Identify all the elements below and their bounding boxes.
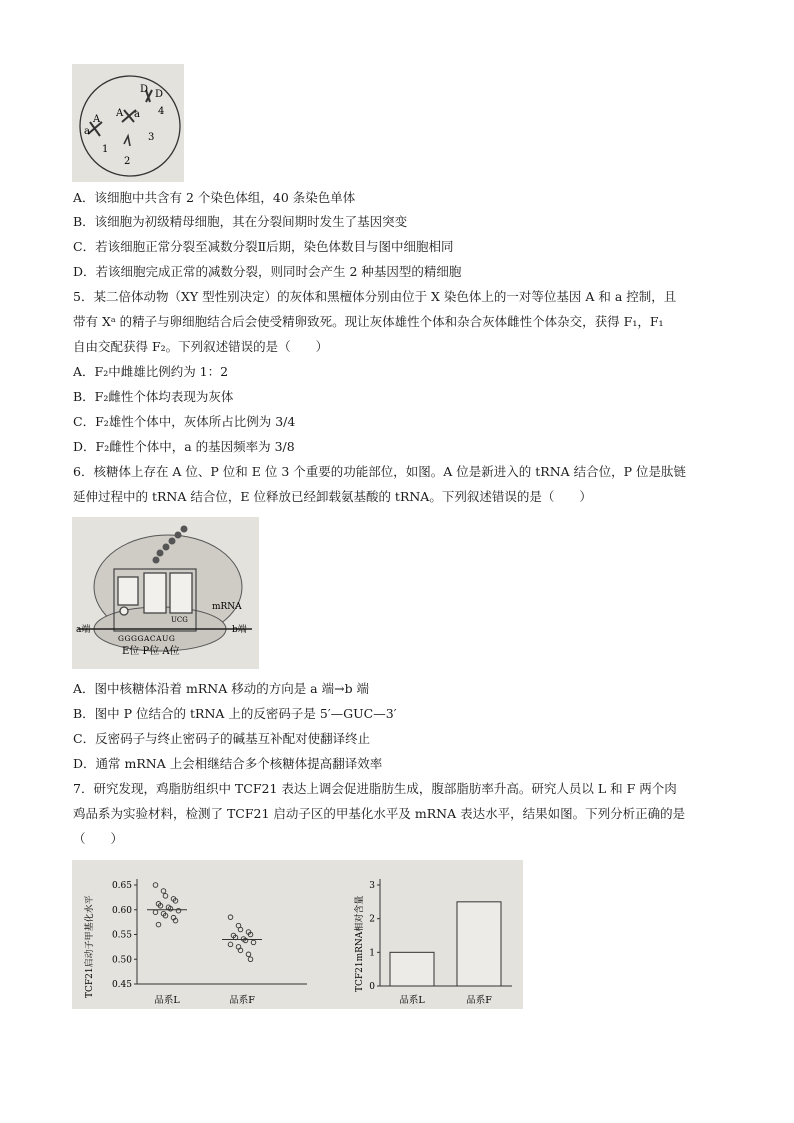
q4-option-b: B．该细胞为初级精母细胞，其在分裂间期时发生了基因突变 xyxy=(73,214,408,229)
scatter-point xyxy=(228,942,233,947)
scatter-x-label: 品系L xyxy=(154,995,180,1006)
scatter-y-tick-label: 0.65 xyxy=(111,881,132,891)
scatter-point xyxy=(161,889,166,894)
scatter-point xyxy=(246,952,251,957)
scatter-point xyxy=(156,922,161,927)
ribosome-figure xyxy=(72,517,259,669)
bar-2 xyxy=(457,902,501,986)
q7-stem-line-2: 鸡品系为实验材料，检测了 TCF21 启动子区的甲基化水平及 mRNA 表达水平，结果如图。下列分析正确的是 xyxy=(73,806,686,821)
q4-option-a: A．该细胞中共含有 2 个染色体组，40 条染色单体 xyxy=(73,190,356,205)
label-n2: 2 xyxy=(124,156,131,167)
anticodon-label: UCG xyxy=(171,616,188,624)
label-D1: D xyxy=(140,84,149,95)
q5-option-d: D．F₂雌性个体中，a 的基因频率为 3/8 xyxy=(73,439,295,454)
bar-y-tick-label: 1 xyxy=(369,948,375,959)
label-a2: a xyxy=(134,109,140,120)
label-n1: 1 xyxy=(102,144,109,155)
q6-stem-line-2: 延伸过程中的 tRNA 结合位，E 位释放已经卸载氨基酸的 tRNA。下列叙述错误的是（ ） xyxy=(73,489,592,504)
bar-1 xyxy=(390,952,434,986)
q6-option-c: C．反密码子与终止密码子的碱基互补配对使翻译终止 xyxy=(73,731,371,746)
site-labels: E位 P位 A位 xyxy=(122,646,180,657)
chromosome-2 xyxy=(124,136,130,146)
q6-stem-line-1: 6．核糖体上存在 A 位、P 位和 E 位 3 个重要的功能部位，如图。A 位是新进入的 tRNA 结合位，P 位是肽链 xyxy=(73,464,687,479)
label-A1: A xyxy=(93,114,101,125)
b-end-label: b端 xyxy=(232,625,247,635)
q7-stem-line-1: 7．研究发现，鸡脂肪组织中 TCF21 表达上调会促进脂肪生成，腹部脂肪率升高。研究人员以 L 和 F 两个肉 xyxy=(73,781,677,796)
scatter-point xyxy=(153,910,158,915)
label-n3: 3 xyxy=(148,132,155,143)
scatter-y-tick-label: 0.60 xyxy=(111,905,132,916)
a-end-label: a端 xyxy=(76,625,91,635)
scatter-y-tick-label: 0.50 xyxy=(111,955,132,966)
q5-option-b: B．F₂雌性个体均表现为灰体 xyxy=(73,389,234,404)
label-n4: 4 xyxy=(158,106,165,117)
scatter-point xyxy=(248,957,253,962)
trna-p-site xyxy=(144,573,166,613)
scatter-point xyxy=(238,927,243,932)
label-A2: A xyxy=(116,108,124,119)
q5-stem-line-2: 带有 Xᵃ 的精子与卵细胞结合后会使受精卵致死。现让灰体雄性个体和杂合灰体雌性个体杂交，获得 F₁，F₁ xyxy=(73,314,664,329)
scatter-point xyxy=(228,915,233,920)
q5-option-a: A．F₂中雌雄比例约为 1：2 xyxy=(73,364,229,379)
bar-x-label: 品系F xyxy=(466,995,492,1006)
scatter-point xyxy=(176,908,181,913)
scatter-y-tick-label: 0.45 xyxy=(111,980,132,990)
mrna-label: mRNA xyxy=(212,602,242,612)
bar-x-label: 品系L xyxy=(399,995,425,1006)
trna-a-site xyxy=(170,573,192,613)
q7-charts-figure xyxy=(72,860,523,1009)
q5-stem-line-3: 自由交配获得 F₂。下列叙述错误的是（ ） xyxy=(73,339,329,354)
q4-option-d: D．若该细胞完成正常的减数分裂，则同时会产生 2 种基因型的精细胞 xyxy=(73,264,462,279)
scatter-ylabel: TCF21启动子甲基化水平 xyxy=(85,895,95,998)
label-D2: D xyxy=(155,89,164,100)
label-a1: a xyxy=(84,126,90,137)
bar-y-tick-label: 2 xyxy=(369,914,375,925)
scatter-point xyxy=(163,894,168,899)
q6-option-a: A．图中核糖体沿着 mRNA 移动的方向是 a 端→b 端 xyxy=(73,681,370,696)
q6-option-d: D．通常 mRNA 上会相继结合多个核糖体提高翻译效率 xyxy=(73,756,383,771)
bar-y-tick-label: 0 xyxy=(369,982,375,992)
q5-option-c: C．F₂雄性个体中，灰体所占比例为 3/4 xyxy=(73,414,296,429)
scatter-point xyxy=(153,883,158,888)
q5-stem-line-1: 5．某二倍体动物（XY 型性别决定）的灰体和黑檀体分别由位于 X 染色体上的一对等位基因 A 和 a 控制，且 xyxy=(73,289,677,304)
codon-label: GGGGACAUG xyxy=(118,634,176,643)
q4-option-c: C．若该细胞正常分裂至减数分裂Ⅱ后期，染色体数目与图中细胞相同 xyxy=(73,239,454,254)
bar-ylabel: TCF21mRNA相对含量 xyxy=(355,895,365,992)
bar-y-tick-label: 3 xyxy=(369,881,375,891)
scatter-point xyxy=(251,940,256,945)
q6-option-b: B．图中 P 位结合的 tRNA 上的反密码子是 5′—GUC—3′ xyxy=(73,706,397,721)
scatter-y-tick-label: 0.55 xyxy=(111,930,132,941)
q7-stem-line-3: （ ） xyxy=(73,831,124,846)
cell-division-figure xyxy=(72,64,184,182)
scatter-x-label: 品系F xyxy=(229,995,255,1006)
